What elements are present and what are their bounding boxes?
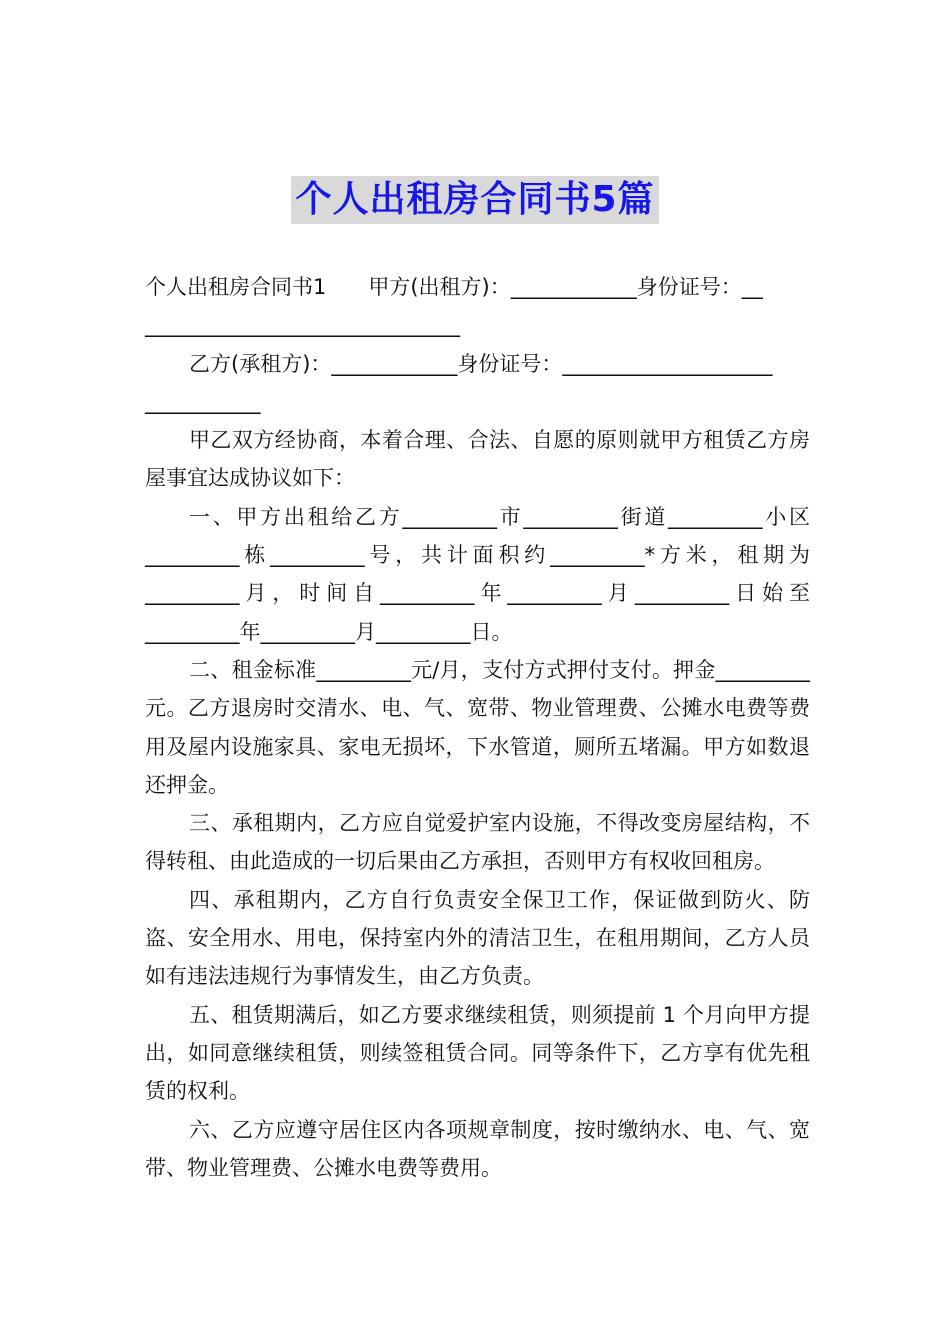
preamble-paragraph: 甲乙双方经协商，本着合理、合法、自愿的原则就甲方租赁乙方房屋事宜达成协议如下： [145,428,810,491]
document-body [145,268,810,1187]
document-title-wrap [0,176,950,224]
clause-5-paragraph: 五、租赁期满后，如乙方要求继续租赁，则须提前 1 个月向甲方提出，如同意继续租赁，则续签租赁合同。同等条件下，乙方享有优先租赁的权利。 [145,1002,810,1104]
clause-1-paragraph: 一、甲方出租给乙方_________市_________街道_________小区_________栋_________号，共计面积约_________*方米，租期为_________月，时间自_________年_________月_________日始至_________年_________月_________日。 [145,504,810,644]
party-a-id-blank: ______________________________ [145,313,460,338]
clause-6-paragraph: 六、乙方应遵守居住区内各项规章制度，按时缴纳水、电、气、宽带、物业管理费、公摊水电费等费用。 [145,1117,810,1180]
party-a-line: 个人出租房合同书1 甲方(出租方)：____________身份证号：__ [145,275,763,299]
party-b-id-blank: ___________ [145,389,261,414]
clause-4-paragraph: 四、承租期内，乙方自行负责安全保卫工作，保证做到防火、防盗、安全用水、用电，保持室内外的清洁卫生，在租用期间，乙方人员如有违法违规行为事情发生，由乙方负责。 [145,887,810,989]
clause-3-paragraph: 三、承租期内，乙方应自觉爱护室内设施，不得改变房屋结构，不得转租、由此造成的一切后果由乙方承担，否则甲方有权收回租房。 [145,811,810,874]
party-b-line: 乙方(承租方)：____________身份证号：____________________ [189,351,773,376]
clause-2-paragraph: 二、租金标准_________元/月，支付方式押付支付。押金_________元。乙方退房时交清水、电、气、宽带、物业管理费、公摊水电费等费用及屋内设施家具、家电无损坏，下水管道，厕所五堵漏。甲方如数退还押金。 [145,657,810,797]
document-title: 个人出租房合同书5篇 [291,176,658,224]
